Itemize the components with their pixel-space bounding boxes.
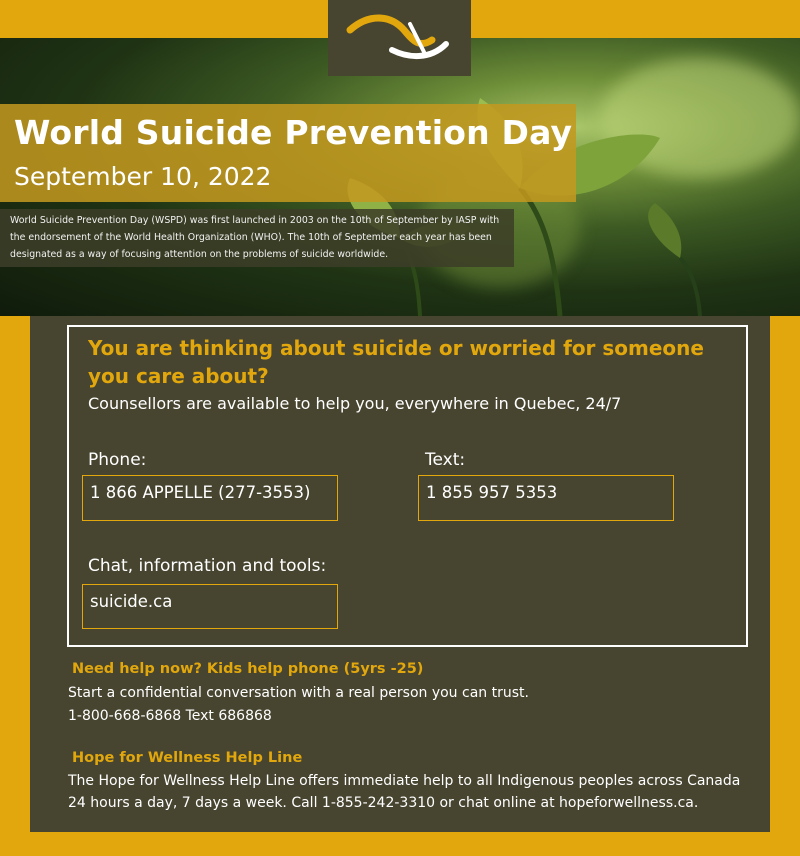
logo-container	[328, 0, 471, 76]
curved-wave-logo-icon	[328, 0, 471, 76]
text-number-field[interactable]: 1 855 957 5353	[418, 475, 674, 521]
wellness-heading: Hope for Wellness Help Line	[72, 750, 303, 766]
phone-number-field[interactable]: 1 866 APPELLE (277-3553)	[82, 475, 338, 521]
phone-label: Phone:	[88, 450, 147, 470]
chat-website-field[interactable]: suicide.ca	[82, 584, 338, 629]
text-label: Text:	[425, 450, 466, 470]
kids-help-line-2: 1-800-668-6868 Text 686868	[68, 708, 272, 724]
help-subtitle: Counsellors are available to help you, everywhere in Quebec, 24/7	[88, 394, 622, 413]
kids-help-heading: Need help now? Kids help phone (5yrs -25)	[72, 661, 424, 677]
wellness-line-1: The Hope for Wellness Help Line offers immediate help to all Indigenous peoples across Canada	[68, 773, 741, 789]
chat-label: Chat, information and tools:	[88, 556, 327, 576]
help-question-heading: You are thinking about suicide or worried for someone you care about?	[88, 336, 704, 388]
kids-help-line-1: Start a confidential conversation with a real person you can trust.	[68, 685, 529, 701]
wellness-line-2: 24 hours a day, 7 days a week. Call 1-855-242-3310 or chat online at hopeforwellness.ca.	[68, 795, 699, 811]
description-text: World Suicide Prevention Day (WSPD) was first launched in 2003 on the 10th of September by IASP with the endorsement of the World Health Organization (WHO). The 10th of September each year has been designated as a way of focusing attention on the problems of suicide worldwide.	[10, 215, 500, 260]
event-date: September 10, 2022	[14, 162, 272, 191]
page-title: World Suicide Prevention Day	[14, 113, 573, 152]
